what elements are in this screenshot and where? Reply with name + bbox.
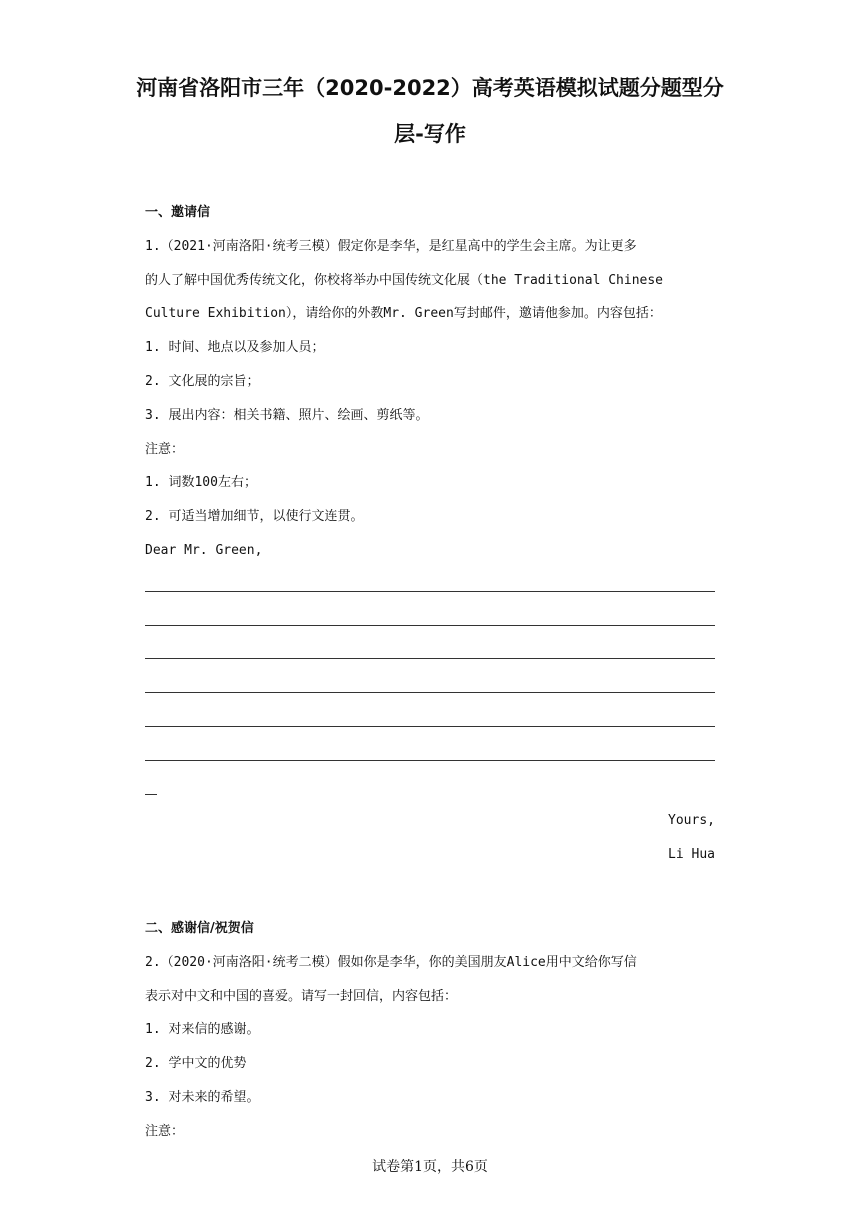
question-2-line: 2. 学中文的优势 (145, 1056, 247, 1072)
answer-line[interactable] (145, 635, 715, 669)
question-1-line: 3. 展出内容：相关书籍、照片、绘画、剪纸等。 (145, 407, 429, 423)
question-2-line: 3. 对未来的希望。 (145, 1089, 260, 1105)
section-2-heading: 二、感谢信/祝贺信 (145, 920, 254, 936)
letter-signature: Li Hua (668, 847, 715, 863)
section-gap (145, 872, 715, 912)
question-1-line: 1. 时间、地点以及参加人员； (145, 340, 325, 356)
question-1-line: 1.（2021·河南洛阳·统考三模）假定你是李华，是红星高中的学生会主席。为让更多 (145, 238, 637, 254)
title-line-1: 河南省洛阳市三年（2020-2022）高考英语模拟试题分题型分 (136, 76, 724, 100)
answer-line[interactable] (145, 737, 715, 771)
question-1-line: 1. 词数100左右； (145, 475, 257, 491)
question-1-line: 2. 文化展的宗旨； (145, 373, 260, 389)
document-body (145, 196, 715, 1149)
question-1-line: 2. 可适当增加细节，以使行文连贯。 (145, 509, 364, 525)
question-2-line: 注意： (145, 1123, 185, 1139)
question-1-line: 的人了解中国优秀传统文化，你校将举办中国传统文化展（the Traditional Chinese (145, 272, 664, 288)
question-2-line: 2.（2020·河南洛阳·统考二模）假如你是李华，你的美国朋友Alice用中文给你写信 (145, 954, 637, 970)
section-1-heading: 一、邀请信 (145, 205, 211, 220)
salutation: Dear Mr. Green, (145, 542, 263, 558)
question-1-line: 注意： (145, 441, 185, 457)
question-2-line: 表示对中文和中国的喜爱。请写一封回信，内容包括： (145, 988, 458, 1004)
answer-line[interactable] (145, 602, 715, 636)
question-2-line: 1. 对来信的感谢。 (145, 1022, 260, 1038)
answer-line-end[interactable] (145, 771, 715, 805)
answer-line[interactable] (145, 669, 715, 703)
answer-line[interactable] (145, 703, 715, 737)
page-footer: 试卷第1页，共6页 (372, 1159, 488, 1175)
document-title (100, 66, 760, 156)
question-1-line: Culture Exhibition），请给你的外教Mr. Green写封邮件，邀请他参加。内容包括： (145, 306, 662, 322)
title-line-2: 层-写作 (394, 122, 466, 146)
letter-closing: Yours, (668, 813, 715, 829)
answer-line[interactable] (145, 568, 715, 602)
